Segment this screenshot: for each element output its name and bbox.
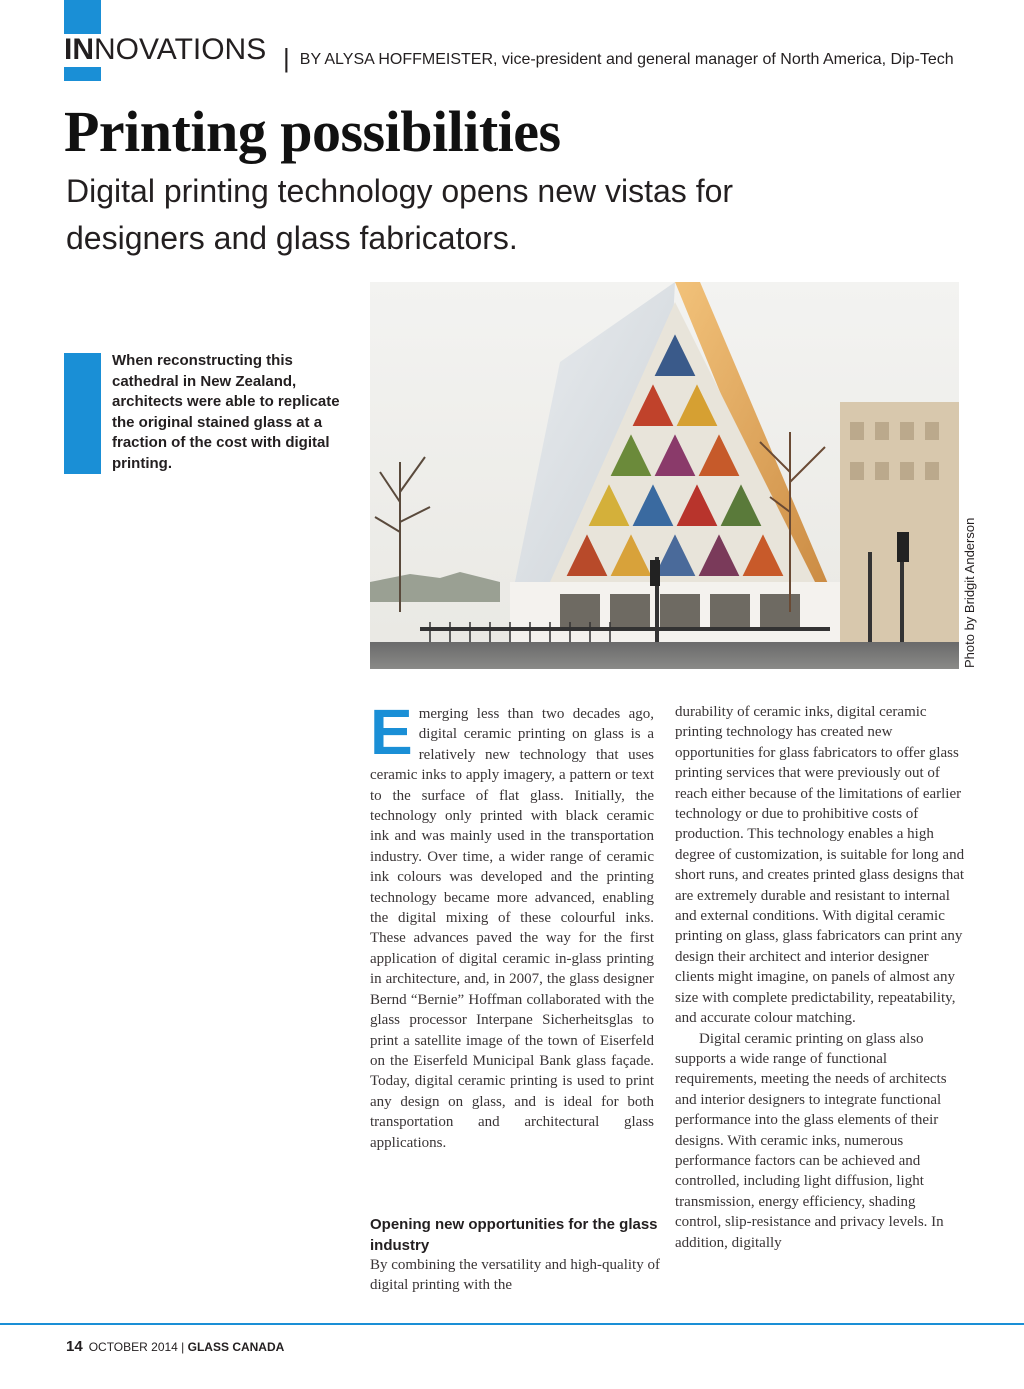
cathedral-photo: [370, 282, 959, 669]
subhead-body-text: By combining the versatility and high-quality of digital printing with the: [370, 1257, 660, 1294]
section-label-bold: IN: [64, 33, 94, 66]
article-subtitle: Digital printing technology opens new vistas for designers and glass fabricators.: [66, 173, 734, 256]
photo-caption: When reconstructing this cathedral in New Zealand, architects were able to replicate the original stained glass at a fraction of the cost with digital printing.: [112, 352, 340, 472]
byline: [283, 40, 954, 71]
drop-cap: E: [370, 696, 413, 768]
section-subhead: Opening new opportunities for the glass industry: [370, 1216, 658, 1254]
byline-separator: |: [283, 43, 290, 73]
magazine-name: GLASS CANADA: [187, 1340, 285, 1354]
footer: [66, 1338, 284, 1355]
photo-credit: Photo by Bridgit Anderson: [962, 517, 977, 668]
section-tab-bottom: [64, 67, 101, 81]
caption-accent-bar: [64, 353, 101, 474]
page-number: 14: [66, 1338, 83, 1355]
article-column-2: [675, 702, 965, 1253]
column-2-paragraph-1: durability of ceramic inks, digital ceramic printing technology has created new opportunities for glass fabricators to offer glass printing services that were previously out of reach either because of the limitations of earlier technology or due to prohibitive costs of production. This technology enables a high degree of customization, is suitable for long and short runs, and creates printed glass designs that are extremely durable and resistant to internal and external conditions. With digital ceramic printing on glass, glass fabricators can print any design their architect and interior designer clients might imagine, on panels of almost any size with complete predictability, repeatability, and accurate colour matching.: [675, 704, 965, 1027]
column-1-text: merging less than two decades ago, digital ceramic printing on glass is a relatively new technology that uses ceramic inks to apply imagery, a pattern or text to the surface of flat glass. Initially, the technology only printed with black ceramic ink and was mainly used in the transportation industry. Over time, a wider range of ceramic ink colours was developed and the printing technology became more advanced, enabling the digital mixing of these colourful inks. These advances paved the way for the first application of digital ceramic in-glass printing in architecture, and, in 2007, the glass designer Bernd “Bernie” Hoffman collaborated with the glass processor Interpane Sicherheitsglas to print a satellite image of the town of Eiserfeld on the Eiserfeld Municipal Bank glass façade. Today, digital ceramic printing is used to print any design on glass, and is ideal for both transportation and architectural glass applications.: [370, 706, 654, 1151]
byline-text: BY ALYSA HOFFMEISTER, vice-president and general manager of North America, Dip-Tech: [299, 51, 954, 68]
column-2-paragraph-2: Digital ceramic printing on glass also supports a wide range of functional requirements, meeting the needs of architects and interior designers to integrate functional performance into the glass elements of their designs. With ceramic inks, numerous performance factors can be achieved and controlled, including light diffusion, light transmission, energy efficiency, shading control, slip-resistance and privacy levels. In addition, digitally: [675, 1030, 947, 1251]
article-column-1: [370, 696, 654, 1153]
article-title: Printing possibilities: [64, 99, 561, 164]
issue-date: OCTOBER 2014 |: [88, 1340, 185, 1354]
section-label: [64, 33, 266, 67]
footer-rule: [0, 1323, 1024, 1325]
section-tab-top: [64, 0, 101, 34]
section-label-rest: NOVATIONS: [94, 33, 267, 66]
